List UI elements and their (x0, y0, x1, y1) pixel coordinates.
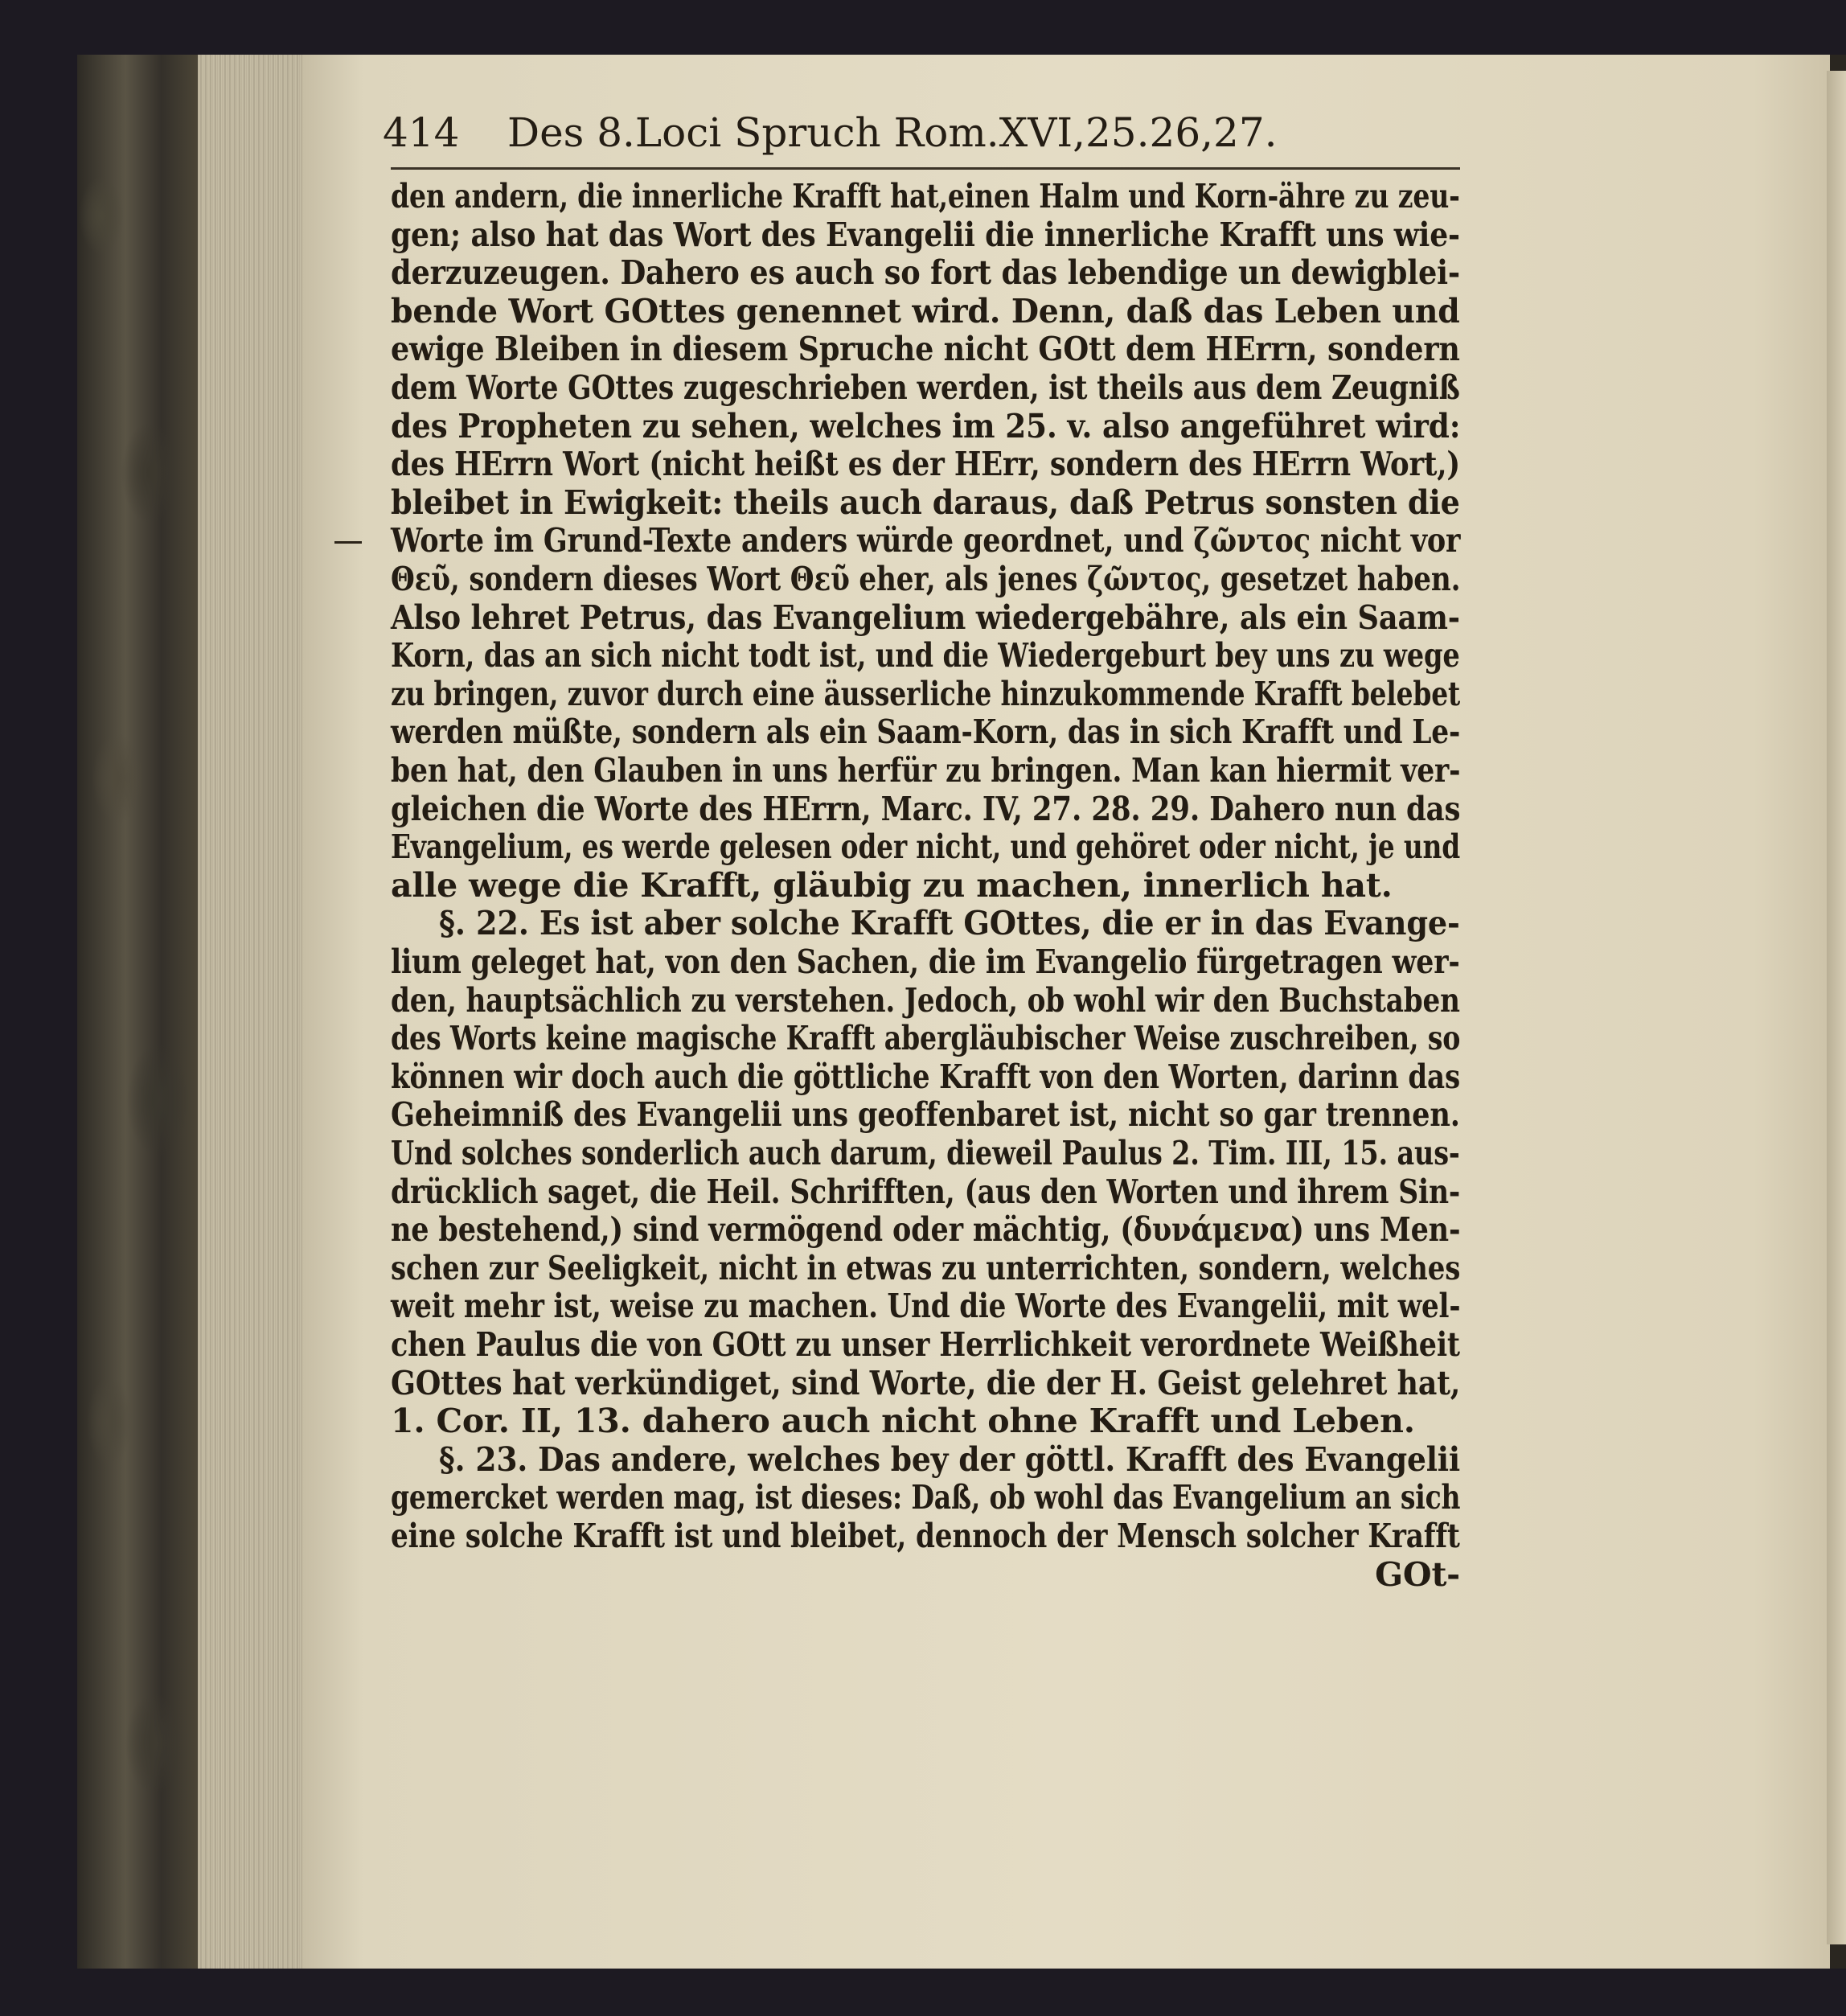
text-line: §. 23. Das andere, welches bey der göttl. Krafft des Evangelii (439, 1439, 1461, 1479)
running-title: Des 8.Loci Spruch Rom.XVI,25.26,27. (507, 109, 1278, 156)
text-line: Korn, das an sich nicht todt ist, und die Wiedergeburt bey uns zu wege (391, 636, 1460, 675)
text-line: Also lehret Petrus, das Evangelium wiedergebähre, als ein Saam- (391, 597, 1460, 637)
text-line: Geheimniß des Evangelii uns geoffenbaret ist, nicht so gar trennen. (391, 1095, 1460, 1135)
text-line: GOttes hat verkündiget, sind Worte, die der H. Geist gelehret hat, (391, 1363, 1461, 1402)
text-line: drücklich saget, die Heil. Schrifften, (aus den Worten und ihrem Sin- (391, 1172, 1461, 1211)
text-line: werden müßte, sondern als ein Saam-Korn, das in sich Krafft und Le- (391, 712, 1461, 752)
text-line: weit mehr ist, weise zu machen. Und die Worte des Evangelii, mit wel- (391, 1287, 1461, 1326)
running-head (383, 109, 1460, 174)
header-rule (391, 167, 1460, 170)
text-line: des Worts keine magische Krafft abergläubischer Weise zuschreiben, so (391, 1019, 1461, 1058)
page-edges (198, 55, 302, 1969)
book (77, 55, 1846, 1969)
text-line: chen Paulus die von GOtt zu unser Herrlichkeit verordnete Weißheit (391, 1325, 1460, 1364)
text-line: lium geleget hat, von den Sachen, die im Evangelio fürgetragen wer- (391, 942, 1460, 981)
text-line: ewige Bleiben in diesem Spruche nicht GOtt dem HErrn, sondern (391, 330, 1460, 369)
text-line: alle wege die Krafft, gläubig zu machen, innerlich hat. (391, 865, 1393, 905)
text-line: gleichen die Worte des HErrn, Marc. IV, 27. 28. 29. Dahero nun das (391, 789, 1461, 828)
text-line: Evangelium, es werde gelesen oder nicht, und gehöret oder nicht, je und (391, 827, 1461, 867)
text-line: den andern, die innerliche Krafft hat,einen Halm und Korn-ähre zu zeu- (391, 177, 1460, 216)
text-line: des Propheten zu sehen, welches im 25. v. also angeführet wird: (391, 406, 1461, 445)
text-line: den, hauptsächlich zu verstehen. Jedoch, ob wohl wir den Buchstaben (391, 980, 1460, 1020)
text-line: derzuzeugen. Dahero es auch so fort das lebendige un dewigblei- (391, 253, 1460, 293)
margin-mark (334, 541, 362, 544)
text-line: des HErrn Wort (nicht heißt es der HErr, sondern des HErrn Wort,) (391, 445, 1460, 484)
marbled-cover (77, 55, 198, 1969)
text-line: eine solche Krafft ist und bleibet, dennoch der Mensch solcher Krafft (391, 1517, 1460, 1555)
text-line: 1. Cor. II, 13. dahero auch nicht ohne Krafft und Leben. (391, 1402, 1415, 1441)
text-line: Worte im Grund-Texte anders würde geordnet, und ζῶντος nicht vor (391, 521, 1461, 560)
text-line: ne bestehend,) sind vermögend oder mächtig, (δυνάμενα) uns Men- (391, 1210, 1461, 1250)
text-line: Und solches sonderlich auch darum, dieweil Paulus 2. Tim. III, 15. aus- (391, 1134, 1460, 1172)
page-number: 414 (383, 109, 460, 156)
text-line: dem Worte GOttes zugeschrieben werden, ist theils aus dem Zeugniß (391, 368, 1460, 407)
text-line: Θεῦ, sondern dieses Wort Θεῦ eher, als jenes ζῶντος, gesetzet haben. (391, 560, 1461, 598)
adjacent-page-edge (1827, 71, 1846, 1944)
text-line: zu bringen, zuvor durch eine äusserliche hinzukommende Krafft belebet (391, 674, 1461, 713)
text-line: bende Wort GOttes genennet wird. Denn, daß das Leben und (391, 291, 1460, 331)
book-page (302, 55, 1830, 1969)
text-line: schen zur Seeligkeit, nicht in etwas zu unterrichten, sondern, welches (391, 1248, 1461, 1287)
catchword: GOt- (1375, 1554, 1460, 1594)
text-line: gemercket werden mag, ist dieses: Daß, ob wohl das Evangelium an sich (391, 1478, 1461, 1517)
text-line: §. 22. Es ist aber solche Krafft GOttes, die er in das Evange- (439, 904, 1460, 943)
text-line: gen; also hat das Wort des Evangelii die innerliche Krafft uns wie- (391, 215, 1460, 254)
text-line: können wir doch auch die göttliche Krafft von den Worten, darinn das (391, 1057, 1460, 1096)
text-line: ben hat, den Glauben in uns herfür zu bringen. Man kan hiermit ver- (391, 751, 1461, 790)
text-line: bleibet in Ewigkeit: theils auch daraus, daß Petrus sonsten die (391, 482, 1460, 522)
